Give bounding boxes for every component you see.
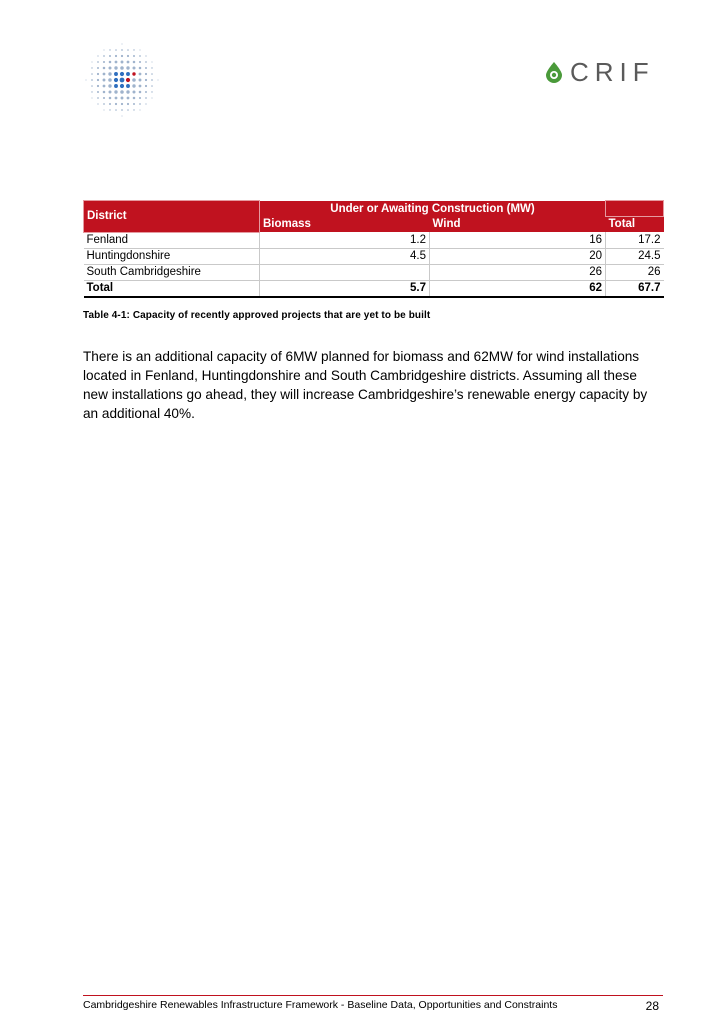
- table-row: [84, 264, 664, 280]
- table-caption: Table 4-1: Capacity of recently approved projects that are yet to be built: [83, 310, 431, 321]
- table-group-header-row: [84, 201, 664, 217]
- header-empty: [606, 201, 664, 217]
- total-label: Total: [84, 280, 260, 297]
- row-total: 24.5: [606, 248, 664, 264]
- row-biomass: [260, 264, 430, 280]
- table-row: [84, 248, 664, 264]
- row-total: 17.2: [606, 232, 664, 248]
- crif-logo: [544, 58, 655, 86]
- total-biomass: 5.7: [260, 280, 430, 297]
- row-biomass: 4.5: [260, 248, 430, 264]
- header-group: Under or Awaiting Construction (MW): [260, 201, 606, 217]
- row-biomass: 1.2: [260, 232, 430, 248]
- header-biomass: Biomass: [260, 217, 430, 233]
- row-district: South Cambridgeshire: [84, 264, 260, 280]
- row-wind: 26: [430, 264, 606, 280]
- drop-icon: [544, 61, 564, 83]
- capacity-table: [83, 200, 664, 298]
- table-row: [84, 232, 664, 248]
- header-wind: Wind: [430, 217, 606, 233]
- header-total: Total: [606, 217, 664, 233]
- crif-logo-text: CRIF: [570, 57, 655, 87]
- row-district: Huntingdonshire: [84, 248, 260, 264]
- header-district: District: [84, 201, 260, 233]
- row-district: Fenland: [84, 232, 260, 248]
- body-paragraph: There is an additional capacity of 6MW planned for biomass and 62MW for wind installations located in Fenland, Huntingdonshire and South Cambridgeshire districts. Assuming all these new installations go ahead, they will increase Cambridgeshire’s renewable energy capacity by an additional 40%.: [83, 349, 648, 421]
- row-wind: 20: [430, 248, 606, 264]
- dotted-globe-icon: [82, 40, 162, 120]
- page-number: 28: [645, 999, 659, 1013]
- table-total-row: [84, 280, 664, 297]
- row-total: 26: [606, 264, 664, 280]
- row-wind: 16: [430, 232, 606, 248]
- footer-title: Cambridgeshire Renewables Infrastructure Framework - Baseline Data, Opportunities and Constraints: [83, 999, 558, 1011]
- total-total: 67.7: [606, 280, 664, 297]
- total-wind: 62: [430, 280, 606, 297]
- page-footer: [83, 995, 663, 1015]
